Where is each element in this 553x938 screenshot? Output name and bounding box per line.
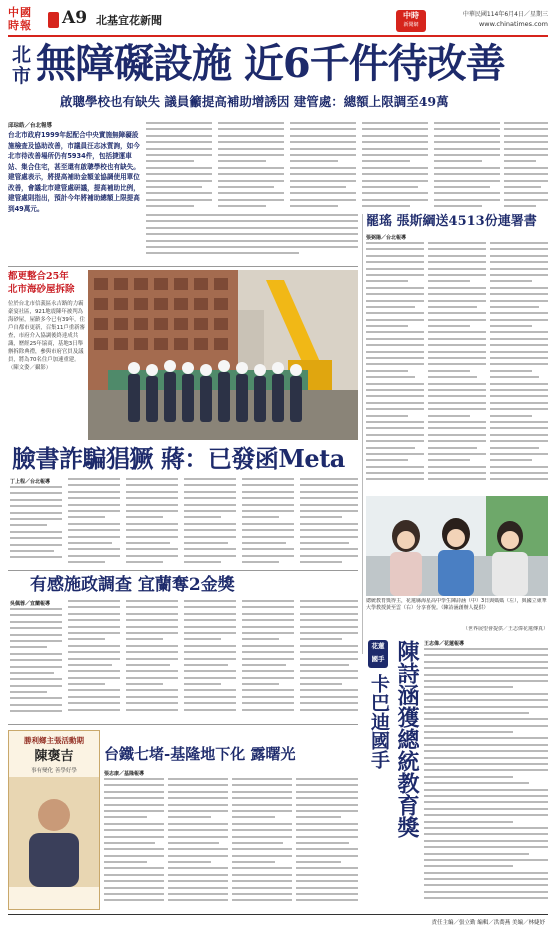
divider xyxy=(8,266,358,267)
recall-body-col-2 xyxy=(428,242,486,492)
headline-prefix-2: 市 xyxy=(12,65,32,87)
recall-body-col-3 xyxy=(490,242,548,492)
main-body-column-4 xyxy=(362,122,428,210)
rail-body-col-4 xyxy=(296,778,358,908)
website-url[interactable]: www.chinatimes.com xyxy=(478,20,548,28)
scam-body-col-5 xyxy=(242,478,294,566)
recall-headline: 罷瑤 張斯綱送4513份連署書 xyxy=(366,214,537,229)
divider xyxy=(8,570,358,571)
footer-rule xyxy=(8,914,548,915)
photo-caption-body: 位於台北市信義區永吉路的力霸豪宴社區，921地震陳年被判為海砂屋，屋齡多今已有39年，住戶自都市更新，召集11戶重新審查，市府介入協調後終達成共識，歷經25年協商，基地3日舉辦拆除典禮，參與市府官員及議員，將為70名住戶加速重建。（陳文姿／攝影） xyxy=(8,301,85,371)
yilan-body-col-3 xyxy=(126,600,178,720)
photo-caption-title-2: 北市海砂屋拆除 xyxy=(8,284,75,295)
ceremony-photo xyxy=(88,270,358,440)
main-subhead: 啟聰學校也有缺失 議員籲提高補助增誘因 建管處：總額上限調至49萬 xyxy=(60,94,449,109)
newspaper-logo xyxy=(8,6,42,34)
recall-byline: 張弼陽／台北報導 xyxy=(366,235,407,241)
ad-headline: 勝利鄉主張活動期 xyxy=(24,736,84,745)
yilan-body-col-1 xyxy=(10,608,62,720)
main-headline: 無障礙設施 近6千件待改善 xyxy=(36,40,505,87)
rail-body-col-2 xyxy=(168,778,228,908)
headline-prefix-1: 北 xyxy=(12,44,32,66)
issue-date: 中華民國114年6月4日／星期三 xyxy=(462,11,548,18)
editor-credits: 責任主編／張立勤 編輯／洪喬燕 美編／林婕妤 xyxy=(431,920,545,926)
badge-top: 中時 xyxy=(403,11,419,20)
rail-body-col-3 xyxy=(232,778,292,908)
page-number-badge xyxy=(48,12,59,28)
kabaddi-headline-1: 卡巴迪國手 xyxy=(368,674,390,769)
main-body-column-2 xyxy=(218,122,284,210)
main-body-column-6 xyxy=(504,122,548,210)
yilan-byline: 吳佩蓉／宜蘭報導 xyxy=(10,601,51,607)
yilan-body-col-2 xyxy=(68,600,120,720)
kabaddi-headline-2: 陳詩涵獲總統教育獎 xyxy=(394,640,420,838)
rail-body-col-1 xyxy=(104,778,164,908)
award-photo-illustration xyxy=(366,496,548,596)
scam-headline: 臉書詐騙猖獗 蔣：已發函Meta xyxy=(12,444,345,473)
main-body-column-3 xyxy=(290,122,356,210)
award-photo-caption: 總統教育獎得主，花蓮縣海星高中學生陳詩涵（中）3日與媽媽（左），與國立東華大學教授黃至雲（右）分享喜悅。（陳詩涵創辦人提供） xyxy=(366,598,547,611)
photo-caption-box xyxy=(8,270,86,440)
yilan-headline: 有感施政調查 宜蘭奪2金獎 xyxy=(30,575,235,595)
ad-subtitle: 事有變化 善學好學 xyxy=(31,768,77,774)
masthead xyxy=(8,6,548,38)
yilan-body-col-6 xyxy=(300,600,358,720)
hualien-tag-2: 國手 xyxy=(371,655,385,663)
section-title: 北基宜花新聞 xyxy=(96,14,162,27)
main-body-column-5 xyxy=(434,122,500,210)
recall-body-col-1 xyxy=(366,242,424,492)
logo-text: 中國時報 xyxy=(8,6,32,32)
hualien-tag-1: 花蓮 xyxy=(371,642,385,650)
scam-byline: 丁上程／台北報導 xyxy=(10,479,51,485)
scam-body-col-1 xyxy=(10,486,62,566)
main-body-column-1 xyxy=(146,122,212,210)
badge-bottom: 新聞網 xyxy=(403,22,419,28)
scam-body-col-3 xyxy=(126,478,178,566)
award-photo-credit: （世界展望會提供／王志偉花蓮傳真） xyxy=(462,626,548,632)
masthead-rule xyxy=(8,35,548,37)
main-lede-byline: 邱琮皓／台北報導 xyxy=(8,123,53,129)
kabaddi-body xyxy=(424,648,548,910)
rail-headline: 台鐵七堵-基隆地下化 露曙光 xyxy=(104,745,296,763)
scam-body-col-2 xyxy=(68,478,120,566)
yilan-body-col-5 xyxy=(242,600,294,720)
divider xyxy=(8,724,358,725)
main-lede: 台北市政府1999年起配合中央實施無障礙設施檢查及協助改善，市議員汪志冰質詢，如今北市待改善場所仍有5934件，包括捷運車站、集合住宅，甚至還有啟聰學校也有缺失。建管處表示，將提高補助金額並協調使用單位改善，會議北市建管處研議，提高補助比例，建管處則指出，預計今年將補助總額上限提高到49萬元。 xyxy=(8,131,140,213)
scam-body-col-4 xyxy=(184,478,236,566)
chinatimes-news-badge xyxy=(396,10,426,32)
main-headline-prefix xyxy=(12,45,34,87)
advertisement xyxy=(8,730,100,910)
kabaddi-byline: 王志偉／花蓮報導 xyxy=(424,641,465,647)
ad-portrait xyxy=(9,777,99,887)
rail-byline: 張志康／基隆報導 xyxy=(104,771,145,777)
yilan-body-col-4 xyxy=(184,600,236,720)
scam-body-col-6 xyxy=(300,478,358,566)
main-lede-box xyxy=(8,122,140,264)
award-photo xyxy=(366,496,548,596)
main-body-column-7 xyxy=(146,214,358,260)
page-number: A9 xyxy=(62,8,88,28)
ceremony-photo-illustration xyxy=(88,270,358,440)
column-divider xyxy=(362,214,363,654)
ad-name: 陳褒吉 xyxy=(34,749,74,764)
hualien-tag xyxy=(368,640,388,668)
photo-caption-title-1: 都更整合25年 xyxy=(8,271,69,282)
